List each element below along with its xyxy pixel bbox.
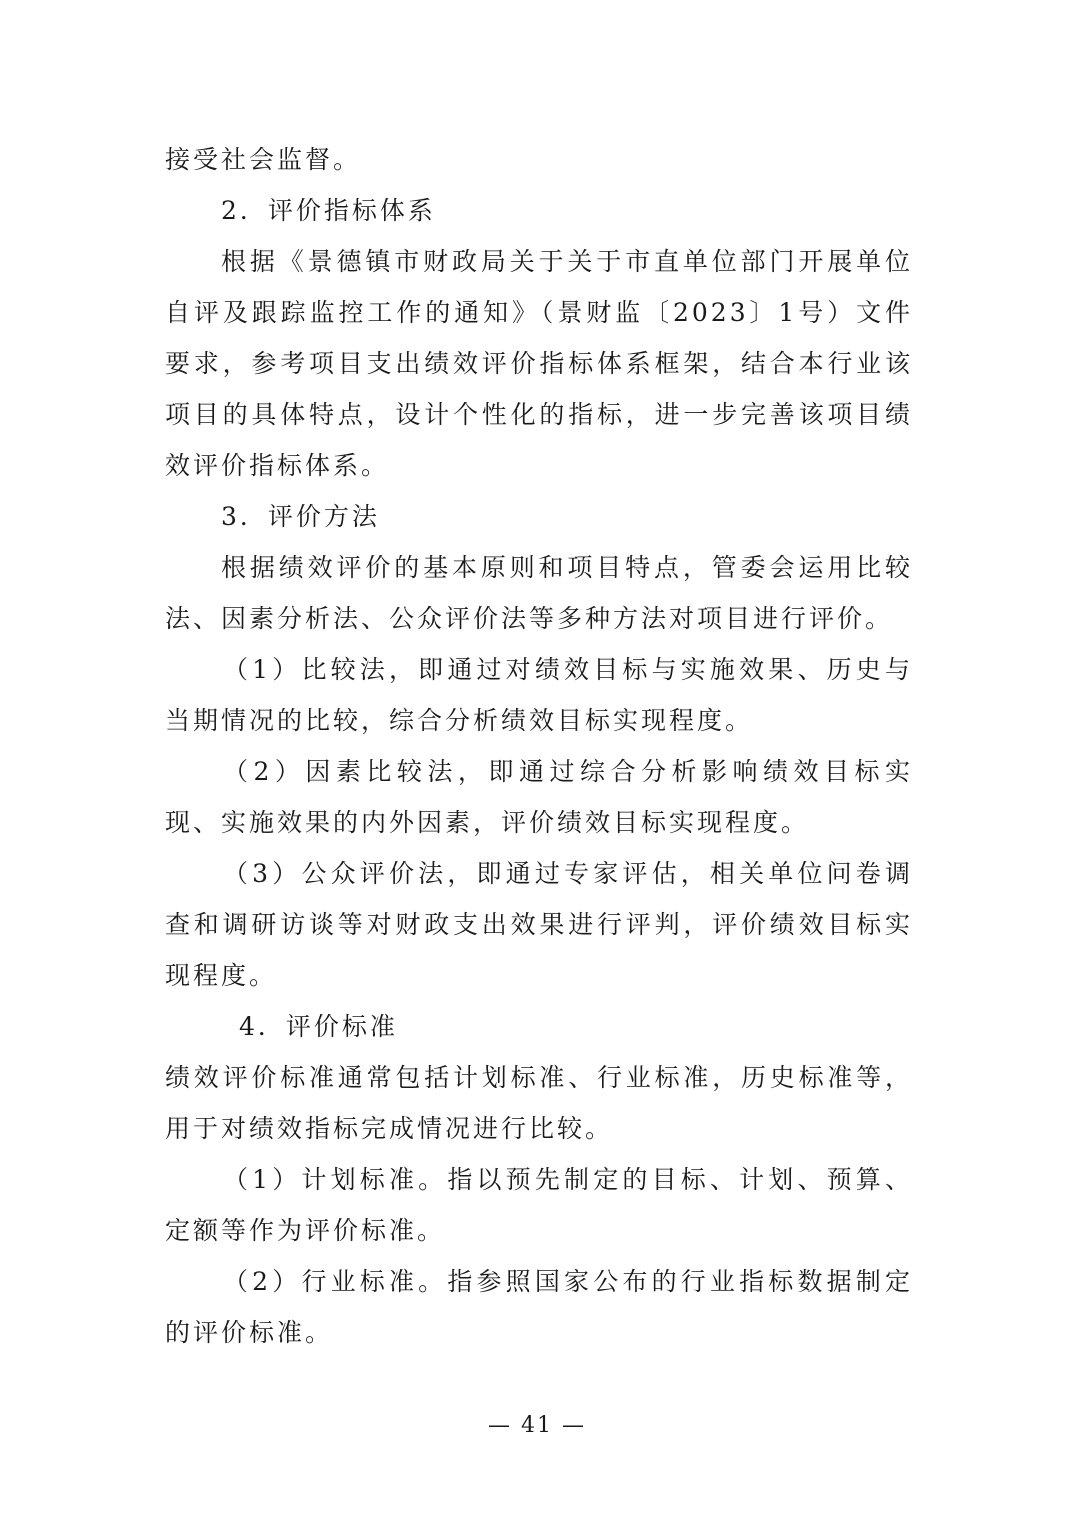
paragraph-continuation: 接受社会监督。 — [165, 145, 362, 174]
page-number: — 41 — — [488, 1413, 586, 1438]
paragraph-evaluation-method: 根据绩效评价的基本原则和项目特点，管委会运用比较法、因素分析法、公众评价法等多种方法对项目进行评价。 — [165, 553, 913, 633]
paragraph-plan-standard: （1）计划标准。指以预先制定的目标、计划、预算、定额等作为评价标准。 — [165, 1165, 913, 1245]
paragraph-industry-standard: （2）行业标准。指参照国家公布的行业指标数据制定的评价标准。 — [165, 1267, 913, 1347]
body-text — [165, 134, 913, 1358]
paragraph-public-method: （3）公众评价法，即通过专家评估，相关单位问卷调查和调研访谈等对财政支出效果进行评判，评价绩效目标实现程度。 — [165, 859, 913, 990]
heading-evaluation-method: 3．评价方法 — [221, 502, 380, 531]
paragraph-factor-method: （2）因素比较法，即通过综合分析影响绩效目标实现、实施效果的内外因素，评价绩效目标实现程度。 — [165, 757, 913, 837]
paragraph-evaluation-standard: 绩效评价标准通常包括计划标准、行业标准，历史标准等，用于对绩效指标完成情况进行比较。 — [165, 1063, 913, 1143]
paragraph-indicator-system: 根据《景德镇市财政局关于关于市直单位部门开展单位自评及跟踪监控工作的通知》（景财监〔2023〕1号）文件要求，参考项目支出绩效评价指标体系框架，结合本行业该项目的具体特点，设计个性化的指标，进一步完善该项目绩效评价指标体系。 — [165, 247, 913, 480]
heading-evaluation-indicator-system: 2．评价指标体系 — [221, 196, 436, 225]
paragraph-comparison-method: （1）比较法，即通过对绩效目标与实施效果、历史与当期情况的比较，综合分析绩效目标实现程度。 — [165, 655, 913, 735]
heading-evaluation-standard: 4．评价标准 — [239, 1012, 398, 1041]
